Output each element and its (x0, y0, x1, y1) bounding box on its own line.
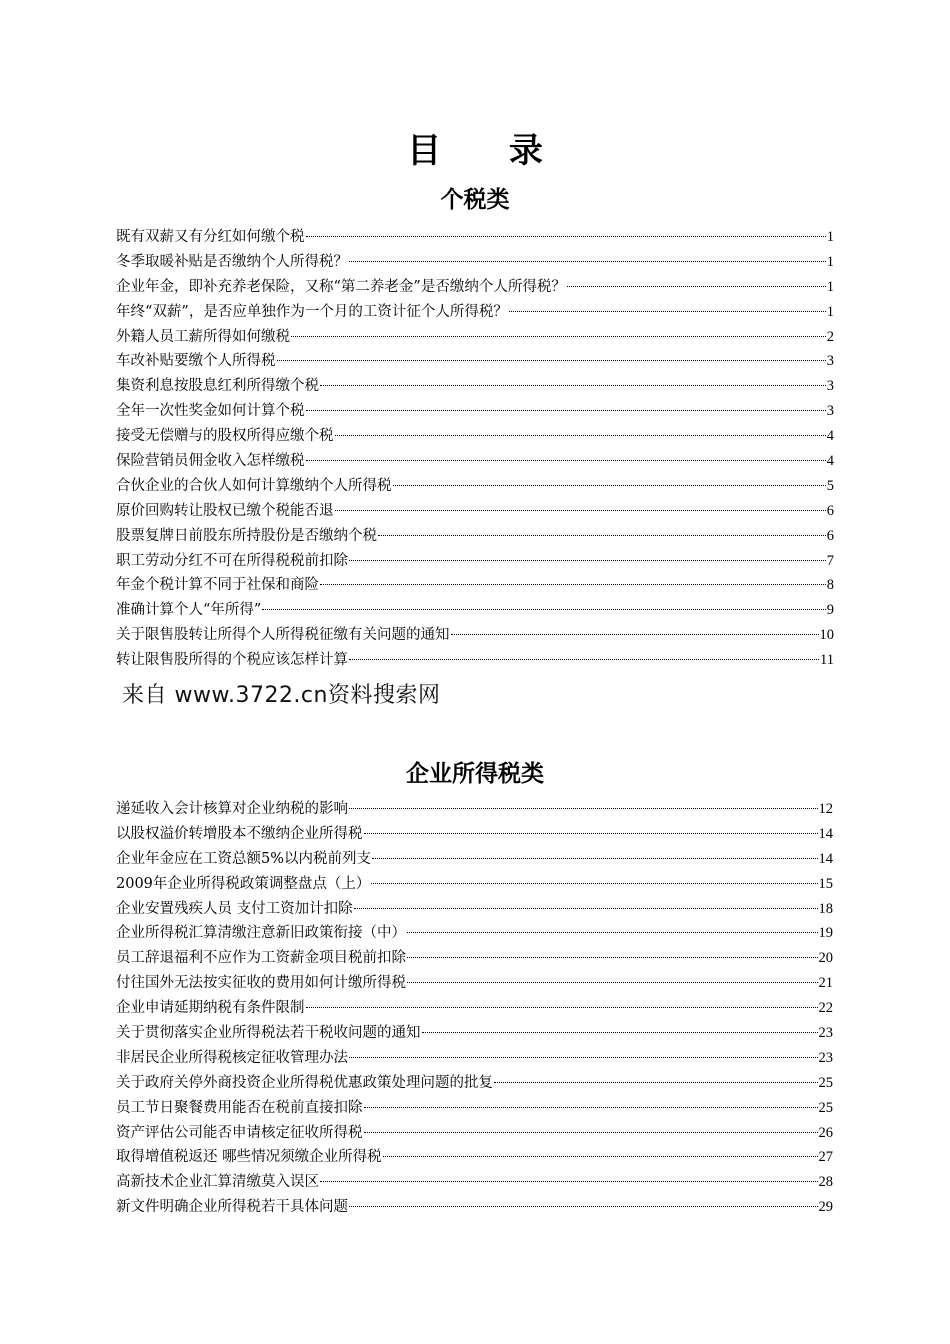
toc-entry[interactable] (116, 499, 834, 524)
toc-dot-leader (320, 584, 826, 585)
toc-dot-leader (509, 311, 826, 312)
toc-entry-page-number: 6 (826, 502, 834, 519)
toc-entry-page-number: 14 (818, 850, 833, 867)
toc-entry-title: 关于贯彻落实企业所得税法若干税收问题的通知 (116, 1025, 421, 1042)
toc-entry-page-number: 1 (826, 229, 834, 245)
toc-dot-leader (494, 1082, 818, 1083)
toc-entry[interactable] (116, 847, 833, 872)
toc-entry[interactable] (116, 374, 834, 399)
toc-entry-page-number: 6 (826, 527, 834, 544)
toc-entry[interactable] (116, 946, 833, 971)
toc-dot-leader (320, 1181, 818, 1182)
toc-entry-title: 职工劳动分红不可在所得税税前扣除 (116, 552, 348, 569)
toc-dot-leader (364, 1107, 818, 1108)
toc-entry[interactable] (116, 449, 834, 474)
toc-entry-title: 外籍人员工薪所得如何缴税 (116, 328, 290, 345)
toc-entry-page-number: 1 (826, 303, 834, 320)
toc-entry-title: 合伙企业的合伙人如何计算缴纳个人所得税 (116, 477, 392, 494)
toc-entry-page-number: 25 (818, 1099, 833, 1116)
toc-dot-leader (320, 385, 826, 386)
toc-entry-page-number: 4 (826, 453, 834, 470)
toc-entry-page-number: 12 (818, 801, 833, 817)
toc-entry[interactable] (116, 1170, 833, 1195)
toc-entry-title: 企业年金，即补充养老保险，又称“第二养老金”是否缴纳个人所得税？ (116, 278, 566, 295)
toc-entry-title: 集资利息按股息红利所得缴个税 (116, 378, 319, 395)
toc-entry-page-number: 5 (826, 477, 834, 494)
toc-dot-leader (567, 286, 826, 287)
toc-entry-title: 股票复牌日前股东所持股份是否缴纳个税 (116, 527, 377, 544)
toc-entry[interactable] (116, 573, 834, 598)
page-title: 目 录 (407, 131, 571, 171)
toc-entry-title: 企业安置残疾人员 支付工资加计扣除 (116, 900, 353, 917)
toc-entry-page-number: 29 (818, 1199, 833, 1216)
toc-dot-leader (306, 460, 826, 461)
toc-entry-title: 准确计算个人“年所得” (116, 602, 262, 619)
toc-entry-page-number: 4 (826, 428, 834, 445)
toc-entry-page-number: 8 (826, 577, 834, 594)
toc-entry[interactable] (116, 1195, 833, 1220)
toc-entry[interactable] (116, 399, 834, 424)
toc-entry[interactable] (116, 474, 834, 499)
toc-dot-leader (372, 858, 817, 859)
toc-entry-page-number: 27 (818, 1149, 833, 1166)
toc-entry-title: 既有双薪又有分红如何缴个税 (116, 229, 305, 245)
toc-entry[interactable] (116, 822, 833, 847)
toc-entry-page-number: 21 (818, 975, 833, 992)
toc-entry-title: 非居民企业所得税核定征收管理办法 (116, 1049, 348, 1066)
toc-entry[interactable] (116, 524, 834, 549)
toc-dot-leader (407, 957, 818, 958)
toc-entry-title: 2009年企业所得税政策调整盘点（上） (116, 875, 371, 892)
toc-dot-leader (349, 261, 826, 262)
toc-entry-title: 原价回购转让股权已缴个税能否退 (116, 502, 334, 519)
toc-entry[interactable] (116, 250, 834, 275)
toc-entry-title: 员工节日聚餐费用能否在税前直接扣除 (116, 1099, 363, 1116)
toc-entry-title: 年终“双薪”，是否应单独作为一个月的工资计征个人所得税？ (116, 303, 508, 320)
toc-list-personal-tax (116, 225, 834, 673)
toc-entry[interactable] (116, 996, 833, 1021)
toc-entry[interactable] (116, 1145, 833, 1170)
toc-entry-page-number: 2 (826, 328, 834, 345)
toc-dot-leader (262, 609, 825, 610)
toc-dot-leader (364, 833, 818, 834)
toc-dot-leader (364, 1132, 818, 1133)
toc-entry-page-number: 10 (819, 627, 834, 644)
toc-entry-title: 保险营销员佣金收入怎样缴税 (116, 453, 305, 470)
toc-entry[interactable] (116, 1096, 833, 1121)
toc-entry-page-number: 23 (818, 1049, 833, 1066)
toc-entry[interactable] (116, 648, 834, 673)
toc-dot-leader (335, 510, 826, 511)
toc-dot-leader (349, 808, 818, 809)
toc-entry-title: 员工辞退福利不应作为工资薪金项目税前扣除 (116, 950, 406, 967)
toc-dot-leader (349, 560, 826, 561)
toc-entry-page-number: 3 (826, 353, 834, 370)
toc-entry[interactable] (116, 275, 834, 300)
toc-list-enterprise-tax (116, 797, 833, 1220)
toc-entry-title: 转让限售股所得的个税应该怎样计算 (116, 652, 348, 669)
toc-entry[interactable] (116, 1071, 833, 1096)
toc-entry-page-number: 28 (818, 1174, 833, 1191)
toc-entry-page-number: 26 (818, 1124, 833, 1141)
toc-entry-page-number: 23 (818, 1025, 833, 1042)
toc-entry-title: 新文件明确企业所得税若干具体问题 (116, 1199, 348, 1216)
toc-entry-page-number: 22 (818, 1000, 833, 1017)
toc-dot-leader (291, 336, 826, 337)
section-heading-personal-tax: 个税类 (440, 186, 510, 213)
toc-entry-title: 企业申请延期纳税有条件限制 (116, 1000, 305, 1017)
toc-entry-page-number: 3 (826, 403, 834, 420)
toc-entry-page-number: 14 (818, 825, 833, 842)
toc-dot-leader (349, 659, 819, 660)
toc-entry[interactable] (116, 872, 833, 897)
toc-entry-title: 年金个税计算不同于社保和商险 (116, 577, 319, 594)
toc-entry[interactable] (116, 225, 834, 250)
toc-entry-page-number: 3 (826, 378, 834, 395)
toc-entry-title: 递延收入会计核算对企业纳税的影响 (116, 801, 348, 817)
toc-dot-leader (378, 535, 826, 536)
toc-entry-page-number: 7 (826, 552, 834, 569)
toc-dot-leader (451, 634, 819, 635)
toc-dot-leader (277, 360, 826, 361)
toc-entry[interactable] (116, 1046, 833, 1071)
toc-entry-page-number: 18 (818, 900, 833, 917)
toc-entry[interactable] (116, 325, 834, 350)
watermark-text: 来自 www.3722.cn资料搜索网 (122, 683, 441, 708)
toc-entry[interactable] (116, 1121, 833, 1146)
toc-dot-leader (306, 236, 826, 237)
toc-entry-title: 以股权溢价转增股本不缴纳企业所得税 (116, 825, 363, 842)
toc-entry[interactable] (116, 598, 834, 623)
toc-entry[interactable] (116, 1021, 833, 1046)
toc-entry-title: 冬季取暖补贴是否缴纳个人所得税？ (116, 253, 348, 270)
toc-dot-leader (306, 410, 826, 411)
toc-entry-page-number: 1 (826, 278, 834, 295)
toc-dot-leader (354, 908, 818, 909)
toc-entry-page-number: 15 (818, 875, 833, 892)
toc-dot-leader (335, 435, 826, 436)
toc-entry-title: 企业所得税汇算清缴注意新旧政策衔接（中） (116, 925, 406, 942)
toc-dot-leader (393, 485, 826, 486)
toc-entry-page-number: 25 (818, 1074, 833, 1091)
toc-entry-title: 关于限售股转让所得个人所得税征缴有关问题的通知 (116, 627, 450, 644)
toc-dot-leader (306, 1007, 818, 1008)
toc-entry[interactable] (116, 797, 833, 822)
toc-dot-leader (407, 932, 818, 933)
toc-dot-leader (422, 1032, 818, 1033)
section-heading-enterprise-tax: 企业所得税类 (406, 760, 544, 787)
toc-dot-leader (349, 1057, 818, 1058)
toc-entry-title: 车改补贴要缴个人所得税 (116, 353, 276, 370)
toc-entry-page-number: 19 (818, 925, 833, 942)
toc-dot-leader (371, 883, 817, 884)
toc-entry-page-number: 11 (820, 652, 834, 669)
toc-entry-page-number: 9 (826, 602, 834, 619)
toc-entry[interactable] (116, 549, 834, 574)
toc-entry[interactable] (116, 623, 834, 648)
toc-entry-title: 取得增值税返还 哪些情况须缴企业所得税 (116, 1149, 382, 1166)
toc-dot-leader (383, 1156, 818, 1157)
toc-entry[interactable] (116, 424, 834, 449)
toc-entry[interactable] (116, 349, 834, 374)
toc-entry[interactable] (116, 897, 833, 922)
toc-entry[interactable] (116, 971, 833, 996)
toc-entry-page-number: 20 (818, 950, 833, 967)
toc-dot-leader (349, 1206, 818, 1207)
toc-dot-leader (407, 982, 818, 983)
toc-entry-title: 资产评估公司能否申请核定征收所得税 (116, 1124, 363, 1141)
toc-entry-title: 付往国外无法按实征收的费用如何计缴所得税 (116, 975, 406, 992)
toc-entry-title: 高新技术企业汇算清缴莫入误区 (116, 1174, 319, 1191)
toc-entry-title: 关于政府关停外商投资企业所得税优惠政策处理问题的批复 (116, 1074, 493, 1091)
toc-entry-title: 企业年金应在工资总额5%以内税前列支 (116, 850, 372, 867)
toc-entry-page-number: 1 (826, 253, 834, 270)
toc-entry-title: 全年一次性奖金如何计算个税 (116, 403, 305, 420)
toc-entry[interactable] (116, 300, 834, 325)
toc-entry[interactable] (116, 921, 833, 946)
toc-entry-title: 接受无偿赠与的股权所得应缴个税 (116, 428, 334, 445)
